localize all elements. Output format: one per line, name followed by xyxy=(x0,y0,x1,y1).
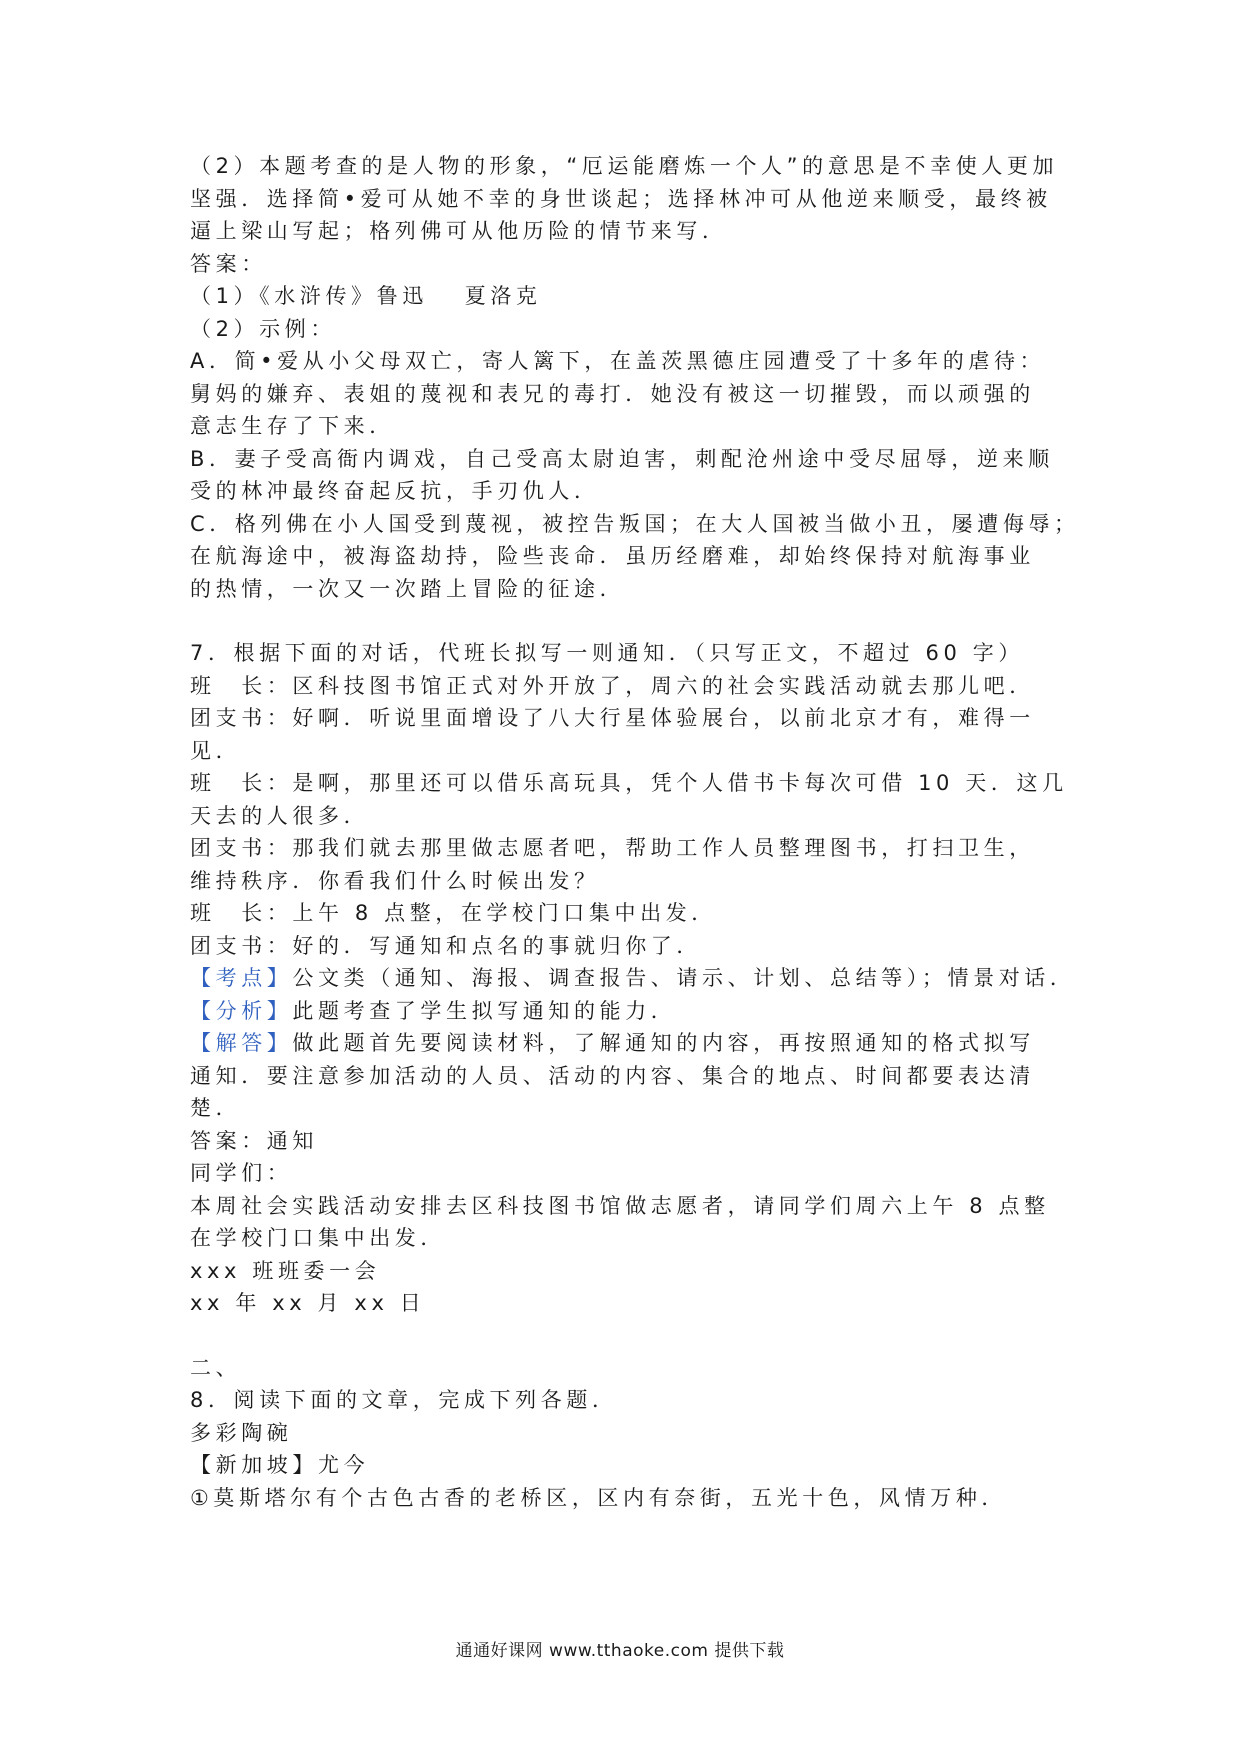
kaodian-line xyxy=(190,962,1076,995)
dialogue-line: 维持秩序．你看我们什么时候出发？ xyxy=(190,868,600,893)
dialogue-line: 班 长：上午 8 点整，在学校门口集中出发． xyxy=(190,901,717,925)
dialogue-line: 团支书：好啊．听说里面增设了八大行星体验展台，以前北京才有，难得一 xyxy=(190,706,1035,730)
dialogue-line: 天去的人很多． xyxy=(190,803,370,828)
kaodian-text: 公文类（通知、海报、调查报告、请示、计划、总结等）；情景对话． xyxy=(292,966,1076,990)
dialogue-line: 班 长：是啊，那里还可以借乐高玩具，凭个人借书卡每次可借 10 天．这几 xyxy=(190,771,1068,795)
text-line: 楚． xyxy=(190,1096,242,1120)
paragraph-gap xyxy=(190,605,1060,637)
notice-greeting: 同学们： xyxy=(190,1161,293,1185)
question-7-title: 7．根据下面的对话，代班长拟写一则通知．（只写正文，不超过 60 字） xyxy=(190,641,1024,665)
notice-date: xx 年 xx 月 xx 日 xyxy=(190,1291,426,1315)
jieda-tag: 【解答】 xyxy=(190,1031,293,1055)
dialogue-line: 团支书：那我们就去那里做志愿者吧，帮助工作人员整理图书，打扫卫生， xyxy=(190,836,1035,860)
page-footer: 通通好课网 www.tthaoke.com 提供下载 xyxy=(455,1641,785,1661)
text-line: C．格列佛在小人国受到蔑视，被控告叛国；在大人国被当做小丑，屡遭侮辱； xyxy=(190,511,1080,536)
fenxi-text: 此题考查了学生拟写通知的能力． xyxy=(292,998,677,1023)
jieda-line xyxy=(190,1027,1060,1060)
question-8-title: 8．阅读下面的文章，完成下列各题． xyxy=(190,1388,618,1412)
text-line: A．简•爱从小父母双亡，寄人篱下，在盖茨黑德庄园遭受了十多年的虐待： xyxy=(190,349,1046,373)
notice-body: 本周社会实践活动安排去区科技图书馆做志愿者，请同学们周六上午 8 点整 xyxy=(190,1193,1050,1218)
text-line: 的热情，一次又一次踏上冒险的征途． xyxy=(190,576,626,601)
text-line: 答案： xyxy=(190,251,267,276)
text-line: 坚强．选择简•爱可从她不幸的身世谈起；选择林冲可从他逆来顺受，最终被 xyxy=(190,186,1052,211)
text-line: 意志生存了下来． xyxy=(190,414,395,438)
text-line: （1）《水浒传》鲁迅 夏洛克 xyxy=(190,284,542,308)
article-paragraph: ①莫斯塔尔有个古色古香的老桥区，区内有奈街，五光十色，风情万种． xyxy=(190,1485,1008,1510)
fenxi-line xyxy=(190,995,1060,1028)
section-heading: 二、 xyxy=(190,1355,242,1380)
text-line: 逼上梁山写起；格列佛可从他历险的情节来写． xyxy=(190,219,728,243)
kaodian-tag: 【考点】 xyxy=(190,966,293,990)
text-line: 受的林冲最终奋起反抗，手刃仇人． xyxy=(190,479,600,503)
paragraph-gap xyxy=(190,1320,1060,1352)
dialogue-line: 团支书：好的．写通知和点名的事就归你了． xyxy=(190,933,702,958)
dialogue-line: 见． xyxy=(190,738,242,763)
text-line: （2）本题考查的是人物的形象，“厄运能磨炼一个人”的意思是不幸使人更加 xyxy=(190,154,1059,178)
jieda-text: 做此题首先要阅读材料，了解通知的内容，再按照通知的格式拟写 xyxy=(292,1031,1035,1055)
text-line: B．妻子受高衙内调戏，自己受高太尉迫害，刺配沧州途中受尽屈辱，逆来顺 xyxy=(190,446,1054,471)
document-body xyxy=(190,150,1080,1514)
text-line: 舅妈的嫌弃、表姐的蔑视和表兄的毒打．她没有被这一切摧毁，而以顽强的 xyxy=(190,381,1035,406)
text-line: （2）示例： xyxy=(190,316,336,341)
answer-line: 答案：通知 xyxy=(190,1128,318,1153)
notice-body: 在学校门口集中出发． xyxy=(190,1226,446,1250)
text-line: 在航海途中，被海盗劫持，险些丧命．虽历经磨难，却始终保持对航海事业 xyxy=(190,544,1035,568)
fenxi-tag: 【分析】 xyxy=(190,998,293,1023)
article-title: 多彩陶碗 xyxy=(190,1420,293,1445)
text-line: 通知．要注意参加活动的人员、活动的内容、集合的地点、时间都要表达清 xyxy=(190,1063,1035,1088)
notice-signature: xxx 班班委一会 xyxy=(190,1258,381,1283)
dialogue-line: 班 长：区科技图书馆正式对外开放了，周六的社会实践活动就去那儿吧． xyxy=(190,673,1035,698)
article-author: 【新加坡】尤今 xyxy=(190,1453,370,1477)
